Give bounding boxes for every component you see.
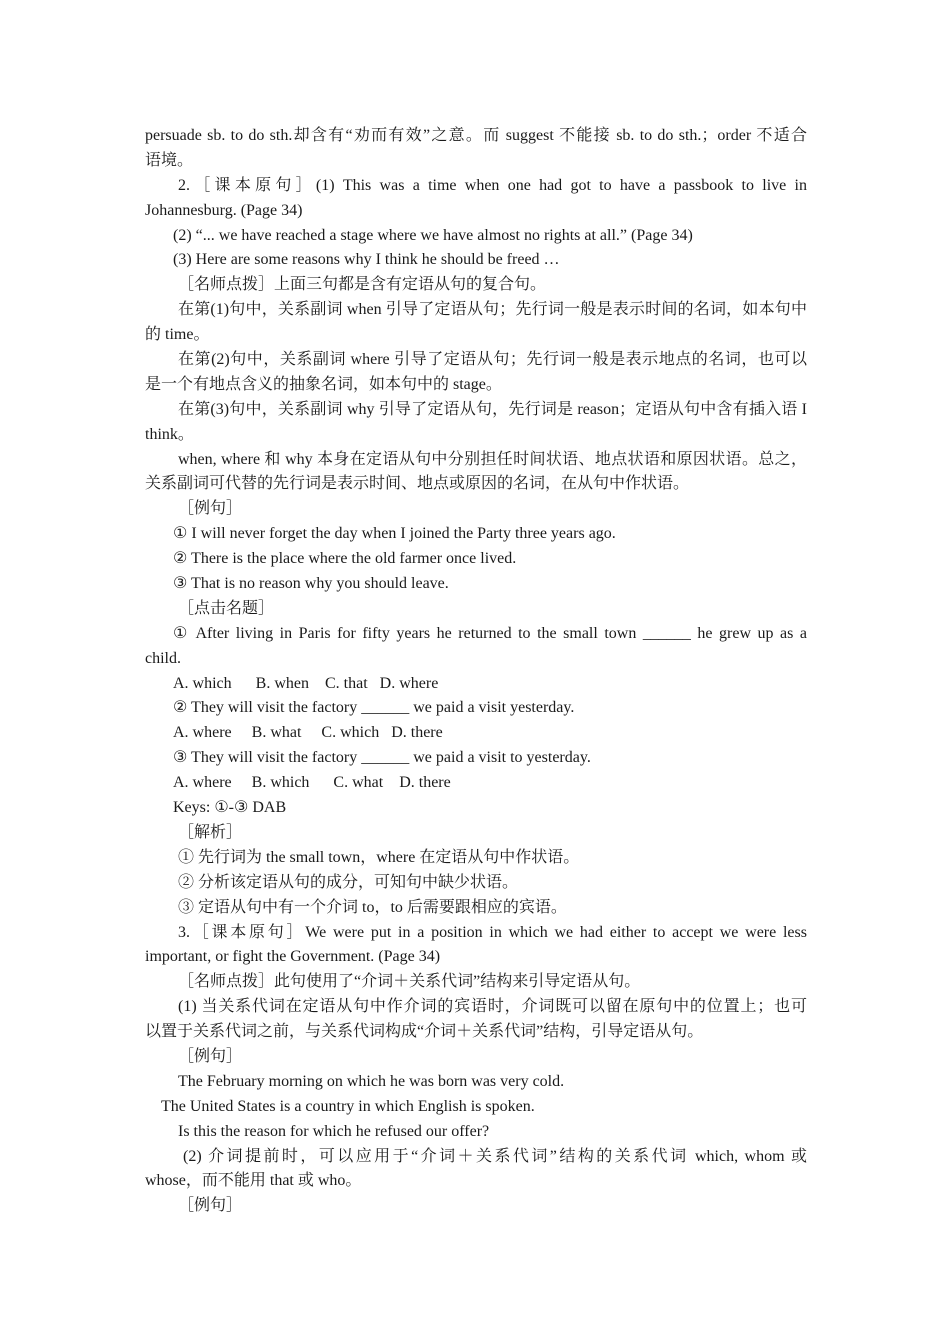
text-line: ③ 定语从句中有一个介词 to，to 后需要跟相应的宾语。 <box>178 898 567 916</box>
text-line: ① I will never forget the day when I joined the Party three years ago. <box>173 525 616 543</box>
text-line: Is this the reason for which he refused our offer? <box>178 1122 490 1140</box>
text-line: A. where B. what C. which D. there <box>173 724 443 742</box>
text-line: (2) “... we have reached a stage where we have almost no rights at all.” (Page 34) <box>173 226 693 244</box>
text-line: ［解析］ <box>178 823 243 841</box>
text-line: ［例句］ <box>178 1197 243 1215</box>
text-line: ［例句］ <box>178 500 243 518</box>
text-line: (3) Here are some reasons why I think he should be freed … <box>173 251 560 269</box>
text-line: ［例句］ <box>178 1047 243 1065</box>
text-line: 2.［课本原句］(1) This was a time when one had got to have a passbook to live in <box>178 176 807 194</box>
text-line: 3.［课本原句］We were put in a position in which we had either to accept we were less <box>178 923 807 941</box>
text-line: A. which B. when C. that D. where <box>173 674 439 692</box>
text-line: Johannesburg. (Page 34) <box>145 201 303 219</box>
text-line: ② 分析该定语从句的成分，可知句中缺少状语。 <box>178 873 519 891</box>
text-line: 以置于关系代词之前，与关系代词构成“介词＋关系代词”结构，引导定语从句。 <box>145 1023 704 1041</box>
text-line: 在第(2)句中，关系副词 where 引导了定语从句；先行词一般是表示地点的名词，也可以 <box>178 351 807 369</box>
text-line: whose，而不能用 that 或 who。 <box>145 1172 362 1190</box>
text-line: ［点击名题］ <box>178 599 275 617</box>
text-line: ② There is the place where the old farmer once lived. <box>173 550 517 568</box>
text-line: The February morning on which he was born was very cold. <box>178 1072 565 1090</box>
text-line: ［名师点拨］此句使用了“介词＋关系代词”结构来引导定语从句。 <box>178 973 641 991</box>
text-line: when, where 和 why 本身在定语从句中分别担任时间状语、地点状语和原因状语。总之， <box>178 450 807 468</box>
text-line: Keys: ①-③ DAB <box>173 799 287 817</box>
text-line: 关系副词可代替的先行词是表示时间、地点或原因的名词，在从句中作状语。 <box>145 475 690 493</box>
text-line: persuade sb. to do sth.却含有“劝而有效”之意。而 suggest 不能接 sb. to do sth.；order 不适合 <box>145 127 807 144</box>
text-line: (1) 当关系代词在定语从句中作介词的宾语时，介词既可以留在原句中的位置上；也可 <box>178 998 807 1016</box>
text-line: think。 <box>145 425 194 443</box>
text-line: A. where B. which C. what D. there <box>173 774 451 792</box>
text-line: 在第(3)句中，关系副词 why 引导了定语从句，先行词是 reason；定语从句中含有插入语 I <box>178 400 807 418</box>
text-line: ① 先行词为 the small town，where 在定语从句中作状语。 <box>178 848 580 866</box>
text-line: ③ That is no reason why you should leave. <box>173 575 449 593</box>
text-line: 的 time。 <box>145 326 210 344</box>
text-line: ② They will visit the factory ______ we paid a visit yesterday. <box>173 699 575 717</box>
text-line: ① After living in Paris for fifty years he returned to the small town ______ he grew up as a <box>173 624 807 642</box>
text-line: 语境。 <box>145 151 194 169</box>
text-line: ［名师点拨］上面三句都是含有定语从句的复合句。 <box>178 276 547 294</box>
document-body <box>145 124 807 1219</box>
text-line: (2) 介词提前时，可以应用于“介词＋关系代词”结构的关系代词 which, whom 或 <box>183 1147 807 1165</box>
text-line: important, or fight the Government. (Page 34) <box>145 948 441 966</box>
text-line: 是一个有地点含义的抽象名词，如本句中的 stage。 <box>145 375 502 393</box>
text-line: ③ They will visit the factory ______ we paid a visit to yesterday. <box>173 749 591 767</box>
text-line: The United States is a country in which English is spoken. <box>161 1097 535 1115</box>
text-line: 在第(1)句中，关系副词 when 引导了定语从句；先行词一般是表示时间的名词，如本句中 <box>178 301 807 319</box>
text-line: child. <box>145 649 181 667</box>
